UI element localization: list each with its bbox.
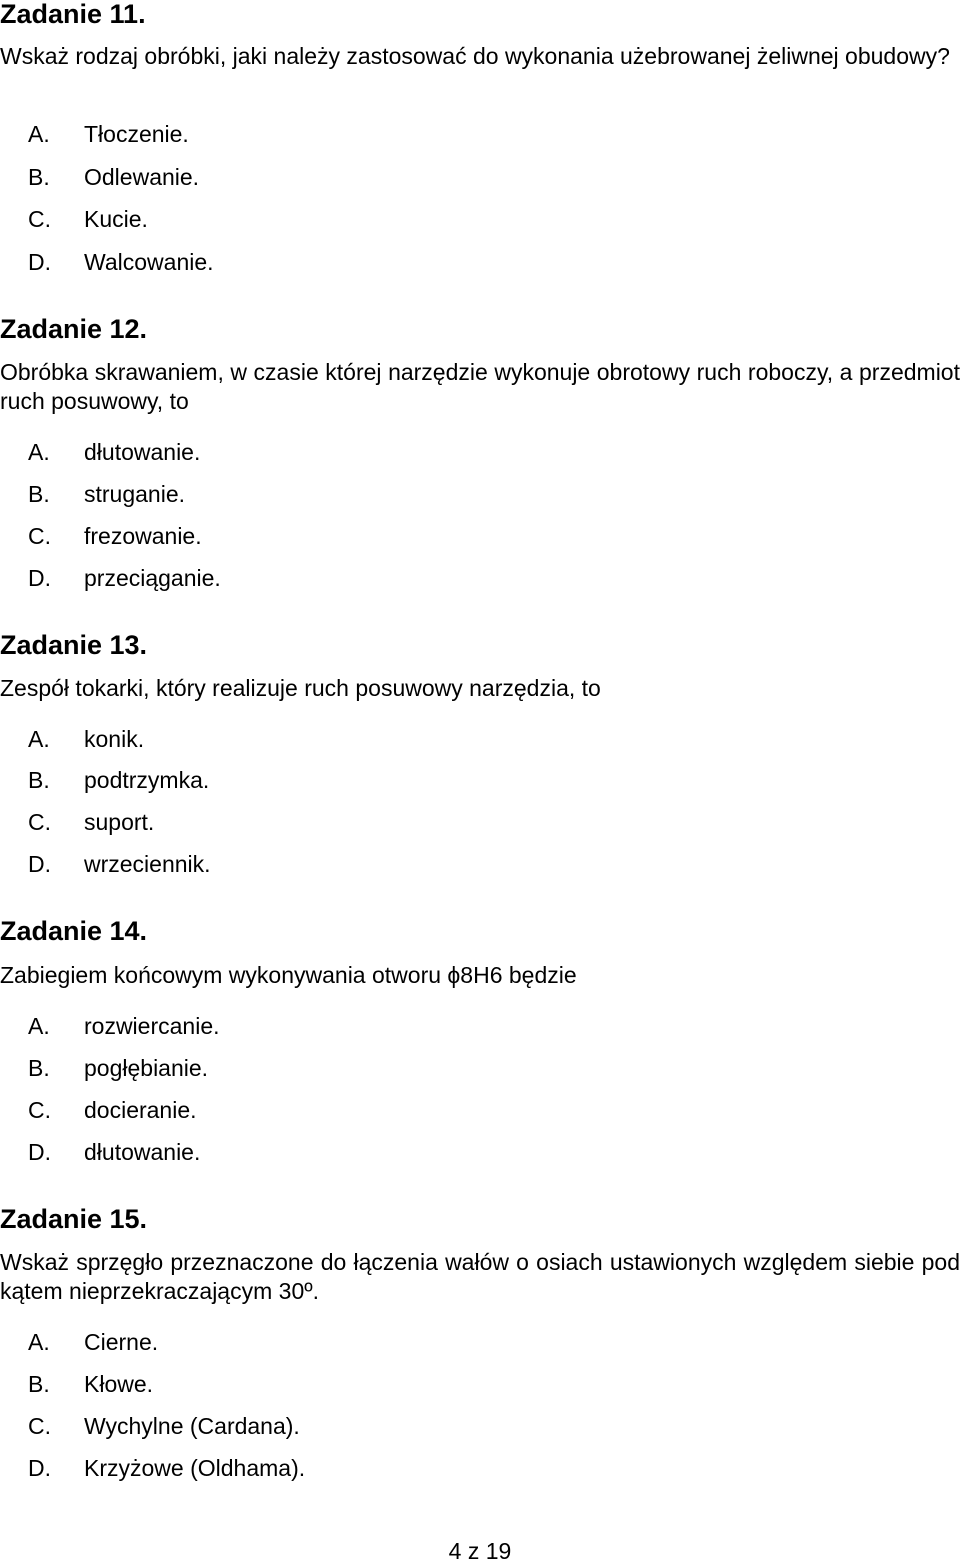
option-letter: C.	[28, 206, 51, 232]
option-text: docieranie.	[84, 1097, 197, 1123]
task-12-title: Zadanie 12.	[0, 314, 148, 344]
option-text: przeciąganie.	[84, 565, 221, 591]
option-text: konik.	[84, 726, 145, 752]
option-letter: D.	[28, 249, 51, 275]
option-letter: B.	[28, 481, 50, 507]
task-15-question: Wskaż sprzęgło przeznaczone do łączenia wałów o osiach ustawionych względem siebie pod kątem nieprzekraczającym 30º.	[0, 1249, 960, 1304]
task-11-question: Wskaż rodzaj obróbki, jaki należy zastosować do wykonania użebrowanej żeliwnej obudowy?	[0, 43, 950, 69]
option-letter: B.	[28, 1055, 50, 1081]
task-14-title: Zadanie 14.	[0, 916, 148, 946]
option-text: dłutowanie.	[84, 1139, 201, 1165]
option-letter: D.	[28, 565, 51, 591]
option-text: wrzeciennik.	[84, 851, 211, 877]
option-letter: A.	[28, 439, 50, 465]
option-text: Wychylne (Cardana).	[84, 1413, 300, 1439]
option-text: rozwiercanie.	[84, 1013, 220, 1039]
option-text: Tłoczenie.	[84, 121, 189, 147]
option-text: podtrzymka.	[84, 767, 210, 793]
task-13-question: Zespół tokarki, który realizuje ruch posuwowy narzędzia, to	[0, 675, 601, 701]
option-letter: A.	[28, 1329, 50, 1355]
task-14-question: Zabiegiem końcowym wykonywania otworu ϕ8H6 będzie	[0, 962, 577, 988]
option-letter: B.	[28, 1371, 50, 1397]
task-15-title: Zadanie 15.	[0, 1204, 148, 1234]
option-letter: C.	[28, 1097, 51, 1123]
option-letter: B.	[28, 767, 50, 793]
option-text: dłutowanie.	[84, 439, 201, 465]
option-text: Odlewanie.	[84, 164, 200, 190]
option-letter: B.	[28, 164, 50, 190]
option-text: frezowanie.	[84, 523, 202, 549]
option-text: Walcowanie.	[84, 249, 214, 275]
option-letter: C.	[28, 523, 51, 549]
option-letter: A.	[28, 121, 50, 147]
option-text: struganie.	[84, 481, 186, 507]
page-number: 4 z 19	[448, 1538, 512, 1564]
option-letter: C.	[28, 1413, 51, 1439]
task-12-question: Obróbka skrawaniem, w czasie której narzędzie wykonuje obrotowy ruch roboczy, a przedmiot ruch posuwowy, to	[0, 359, 960, 414]
task-11-title: Zadanie 11.	[0, 0, 146, 29]
option-text: suport.	[84, 809, 155, 835]
option-letter: D.	[28, 851, 51, 877]
task-13-title: Zadanie 13.	[0, 630, 148, 660]
option-text: Kłowe.	[84, 1371, 154, 1397]
option-letter: D.	[28, 1139, 51, 1165]
option-text: pogłębianie.	[84, 1055, 209, 1081]
option-text: Kucie.	[84, 206, 148, 232]
option-text: Cierne.	[84, 1329, 159, 1355]
option-text: Krzyżowe (Oldhama).	[84, 1455, 306, 1481]
option-letter: D.	[28, 1455, 51, 1481]
option-letter: C.	[28, 809, 51, 835]
option-letter: A.	[28, 726, 50, 752]
option-letter: A.	[28, 1013, 50, 1039]
